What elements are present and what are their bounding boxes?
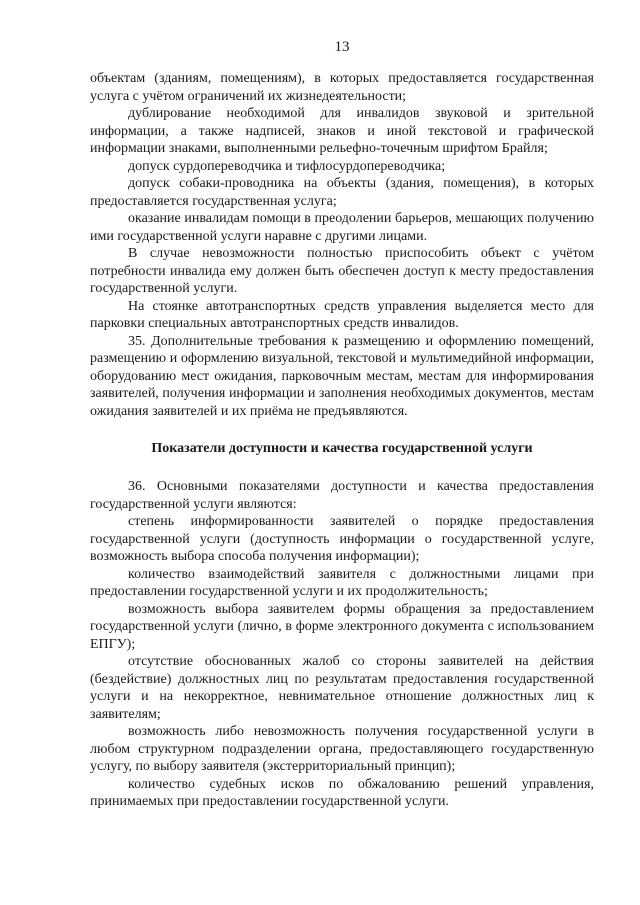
paragraph: возможность выбора заявителем формы обращения за предоставлением государственной услуги (лично, в форме электронного документа с использованием ЕПГУ); bbox=[90, 601, 594, 652]
paragraph: объектам (зданиям, помещениям), в которых предоставляется государственная услуга с учётом ограничений их жизнедеятельности; bbox=[90, 71, 594, 104]
paragraph: 36. Основными показателями доступности и качества предоставления государственной услуги являются: bbox=[90, 479, 594, 512]
document-page bbox=[90, 38, 594, 811]
paragraph: На стоянке автотранспортных средств управления выделяется место для парковки специальных автотранспортных средств инвалидов. bbox=[90, 298, 594, 331]
section-heading: Показатели доступности и качества государственной услуги bbox=[151, 441, 533, 456]
paragraph: 35. Дополнительные требования к размещению и оформлению помещений, размещению и оформлению визуальной, текстовой и мультимедийной информации, оборудованию мест ожидания, парковочным местам, местам для информирования заявителей, получения информации и заполнения необходимых документов, местам ожидания заявителей и их приёма не предъявляются. bbox=[90, 333, 594, 419]
paragraphs-before-heading bbox=[90, 70, 594, 420]
paragraph: допуск собаки-проводника на объекты (здания, помещения), в которых предоставляется государственная услуга; bbox=[90, 176, 594, 209]
paragraph: степень информированности заявителей о порядке предоставления государственной услуги (доступность информации о государственной услуге, возможность выбора способа получения информации); bbox=[90, 514, 594, 564]
paragraph: допуск сурдопереводчика и тифлосурдопереводчика; bbox=[128, 158, 446, 174]
document-body bbox=[90, 70, 594, 811]
paragraph: возможность либо невозможность получения государственной услуги в любом структурном подразделении органа, предоставляющего государственную услугу, по выбору заявителя (экстерриториальный принцип); bbox=[90, 724, 594, 774]
paragraph: количество судебных исков по обжалованию решений управления, принимаемых при предоставлении государственной услуги. bbox=[90, 776, 594, 809]
page-number: 13 bbox=[334, 39, 350, 55]
paragraph: оказание инвалидам помощи в преодолении барьеров, мешающих получению ими государственной услуги наравне с другими лицами. bbox=[90, 211, 594, 244]
paragraph: количество взаимодействий заявителя с должностными лицами при предоставлении государственной услуги и их продолжительность; bbox=[90, 566, 594, 599]
paragraphs-after-heading bbox=[90, 478, 594, 811]
paragraph: дублирование необходимой для инвалидов звуковой и зрительной информации, а также надписей, знаков и иной текстовой и графической информации знаками, выполненными рельефно-точечным шрифтом Брайля; bbox=[90, 106, 594, 156]
paragraph: В случае невозможности полностью приспособить объект с учётом потребности инвалида ему должен быть обеспечен доступ к месту предоставления государственной услуги. bbox=[90, 246, 594, 296]
paragraph: отсутствие обоснованных жалоб со стороны заявителей на действия (бездействие) должностных лиц по результатам предоставления государственной услуги и на некорректное, невнимательное отношение должностных лиц к заявителям; bbox=[90, 654, 594, 722]
